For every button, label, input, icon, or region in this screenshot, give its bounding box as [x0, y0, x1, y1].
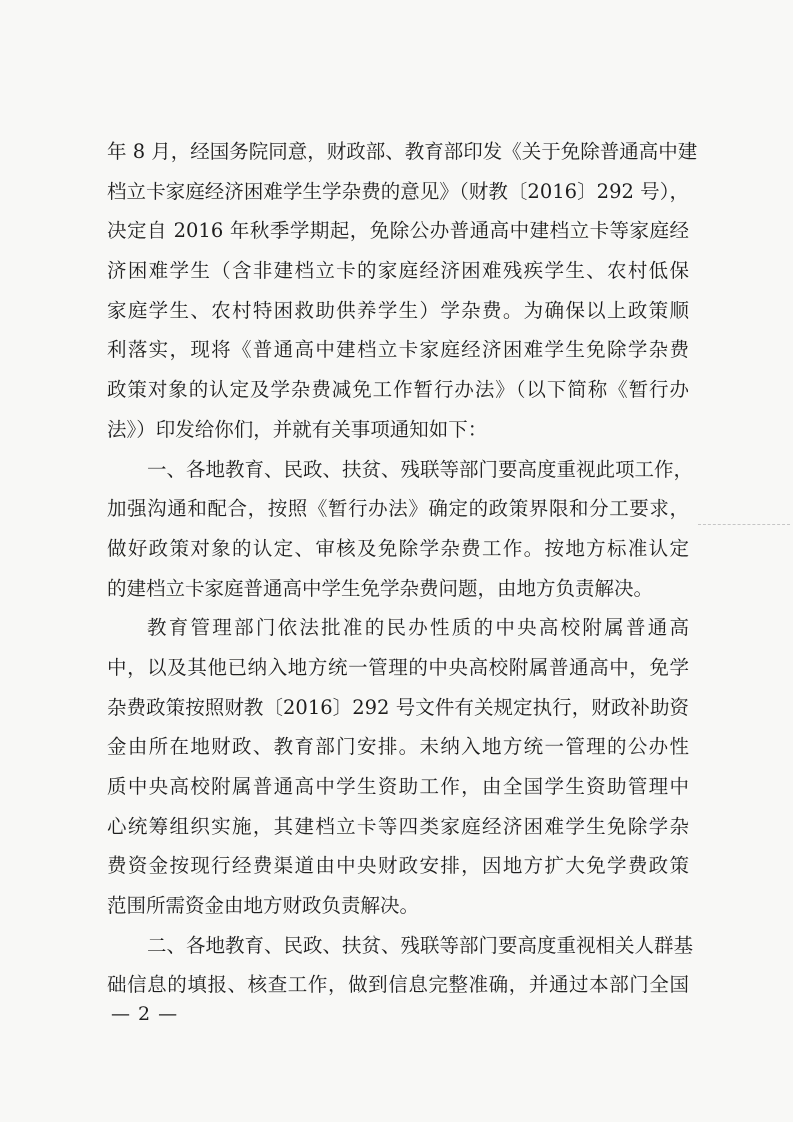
- scan-artifact-line: [698, 524, 790, 526]
- text-line: 金由所在地财政、教育部门安排。未纳入地方统一管理的公办性: [107, 735, 689, 759]
- text-line: 范围所需资金由地方财政负责解决。: [107, 894, 420, 918]
- text-line: 档立卡家庭经济困难学生学杂费的意见》（财教〔2016〕292 号），: [107, 179, 689, 203]
- text-line: 杂费政策按照财教〔2016〕292 号文件有关规定执行，财政补助资: [107, 695, 689, 719]
- text-line: 济困难学生（含非建档立卡的家庭经济困难残疾学生、农村低保: [107, 259, 689, 283]
- text-line: 教育管理部门依法批准的民办性质的中央高校附属普通高: [147, 616, 689, 640]
- text-line: 利落实，现将《普通高中建档立卡家庭经济困难学生免除学杂费: [107, 338, 689, 362]
- text-line: 家庭学生、农村特困救助供养学生）学杂费。为确保以上政策顺: [107, 298, 689, 322]
- text-line: 一、各地教育、民政、扶贫、残联等部门要高度重视此项工作，: [147, 457, 694, 481]
- text-line: 决定自 2016 年秋季学期起，免除公办普通高中建档立卡等家庭经: [107, 219, 689, 243]
- text-line: 础信息的填报、核查工作，做到信息完整准确，并通过本部门全国: [107, 973, 689, 997]
- text-line: 质中央高校附属普通高中学生资助工作，由全国学生资助管理中: [107, 775, 689, 798]
- text-line: 政策对象的认定及学杂费减免工作暂行办法》（以下简称《暂行办: [107, 378, 689, 402]
- text-line: 的建档立卡家庭普通高中学生免学杂费问题，由地方负责解决。: [107, 576, 654, 600]
- text-line: 二、各地教育、民政、扶贫、残联等部门要高度重视相关人群基: [147, 933, 694, 957]
- text-line: 中，以及其他已纳入地方统一管理的中央高校附属普通高中，免学: [107, 655, 689, 679]
- page-number: — 2 —: [111, 1003, 179, 1025]
- text-line: 心统筹组织实施，其建档立卡等四类家庭经济困难学生免除学杂: [107, 814, 689, 838]
- text-line: 费资金按现行经费渠道由中央财政安排，因地方扩大免学费政策: [107, 854, 689, 878]
- text-line: 法》）印发给你们，并就有关事项通知如下：: [107, 417, 488, 441]
- text-line: 年 8 月，经国务院同意，财政部、教育部印发《关于免除普通高中建: [107, 140, 698, 163]
- text-line: 加强沟通和配合，按照《暂行办法》确定的政策界限和分工要求，: [107, 497, 689, 521]
- text-line: 做好政策对象的认定、审核及免除学杂费工作。按地方标准认定: [107, 536, 689, 560]
- body-text: [107, 132, 698, 1005]
